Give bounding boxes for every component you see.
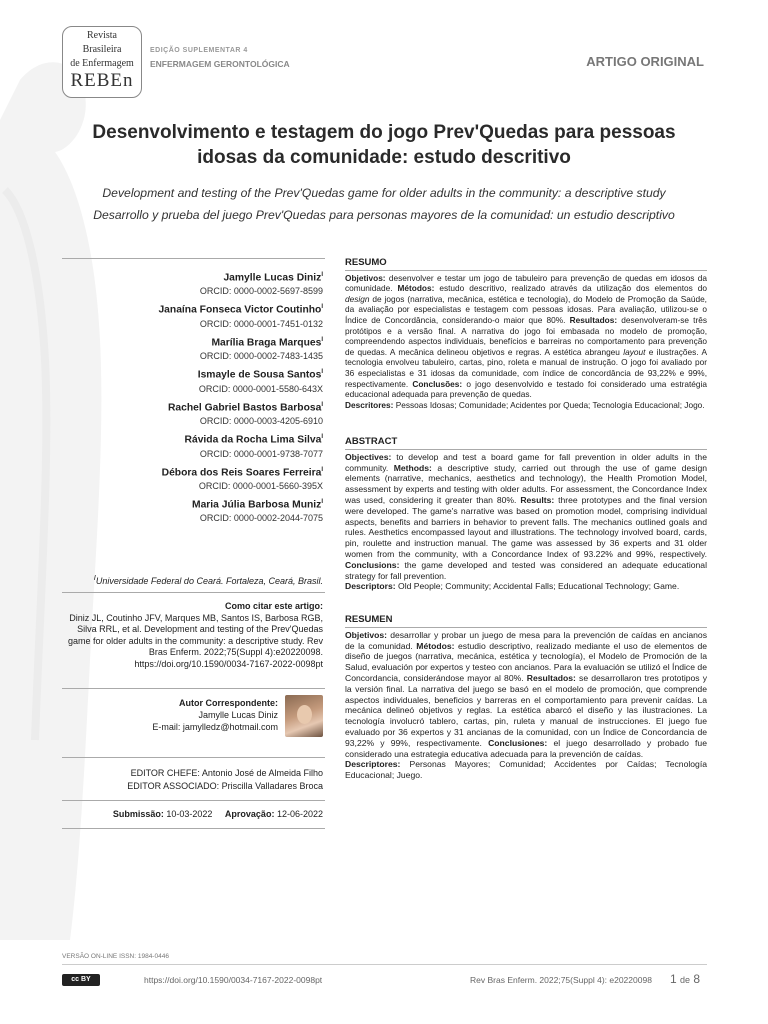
author-entry [62, 402, 323, 426]
editor-associate: EDITOR ASSOCIADO: Priscilla Valladares Broca [127, 781, 323, 791]
logo-line-1: Revista [87, 30, 117, 41]
correspondent-heading: Autor Correspondente: [179, 698, 278, 708]
citation-block [62, 601, 323, 671]
dates-block [62, 809, 323, 819]
abstract-body: Objectives: to develop and test a board game for fall prevention in older adults in the community. Methods: a descriptive study, carried out through the use of game design elements (narrative, mechanics, aesthetics and technology), the Health Promotion Model, assessment by experts and testing with older adults. For assessment, the Concordance Index was used, considering it greater than 80%. Results: three prototypes and the final version were developed. The game's narrative was based on promotion model, comprising individual aspects, benefits and barriers in behavior to prevent falls. The mechanics outlined goals and rules. Aesthetics encompassed layout and illustrations. The technology involved board, cards, pin, roulette and instruction manual. The game was assessed by 36 experts and 31 older women from the community, with a Concordance Index of 93.22% and 99%, respectively. Conclusions: the game developed and tested was considered an adequate educational strategy for fall prevention. [345, 451, 708, 581]
author-orcid[interactable]: ORCID: 0000-0001-5660-395X [198, 480, 323, 491]
resumo-descriptors: Descritores: Pessoas Idosas; Comunidade; Acidentes por Queda; Tecnologia Educacional; Jogo. [345, 399, 705, 410]
author-orcid[interactable]: ORCID: 0000-0002-2044-7075 [199, 513, 323, 524]
citation-heading: Como citar este artigo: [224, 601, 323, 611]
resumen-body: Objetivos: desarrollar y probar un juego de mesa para la prevención de caídas en ancianos de la comunidad. Métodos: estudio descriptivo, realizado mediante el uso de elementos de diseño de juegos (narrativa, mecánica, estética y tecnología), el Modelo de Promoción de la Salud, evaluación por expertos y testeo con ancianos. Para la evaluación se utilizó el Índice de Concordancia, considerándose mayor al 80%. Resultados: se desarrollaron tres prototipos y la versión final. La narrativa del juego se basó en el modelo de promoción, que comprende aspectos individuales, beneficios y barreras en el comportamiento para prevenir caídas. La mecánica delineó objetivos y reglas. La estética abarcó el diseño y las ilustraciones. La tecnología involucró tablero, cartas, pin, ruleta y manual de instrucciones. El juego fue evaluado por 36 expertos y 31 ancianas de la comunidad, con un Índice de Concordancia de 93,22% y 99%, respectivamente. Conclusiones: el juego desarrollado y probado fue considerado una estrategia educativa adecuada para la prevención de caídas. [345, 629, 707, 759]
author-name: Ismayle de Sousa Santos$^I$ [197, 369, 323, 381]
author-name: Rachel Gabriel Bastos Barbosa$^I$ [167, 401, 323, 414]
author-orcid[interactable]: ORCID: 0000-0001-7451-0132 [199, 318, 323, 329]
affiliation-sup: I [93, 573, 96, 582]
title-spanish: Desarrollo y prueba del juego Prev'Quedas para personas mayores de la comunidad: un estudio descriptivo [93, 208, 675, 222]
resumo-body: Objetivos: desenvolver e testar um jogo de tabuleiro para prevenção de quedas em idosos da comunidade. Métodos: estudo descritivo, realizado através da utilização dos elementos do design de jogos (narrativa, mecânica, estética e tecnologia), do Modelo de Promoção da Saúde, da avaliação por especialistas e testagem com pessoas idosas. Para avaliação, utilizou-se o Índice de Concordância, considerando-o maior que 80%. Resultados: desenvolveram-se três protótipos e a versão final. A narrativa do jogo foi embasada no modelo de promoção, compreendendo aspectos individuais, benefícios e barreiras no comportamento para prevenção de quedas. A mecânica delineou objetivos e regras. A estética abrangeu layout e ilustrações. A tecnologia envolveu tabuleiro, cartas, pino, roleta e manual de instrução. O jogo foi avaliado por 36 especialistas e 31 idosas da comunidade, com índice de concordância de 93,22% e 99%, respectivamente. Conclusões: o jogo desenvolvido e testado foi considerado uma estratégia educacional adequada para prevenção de quedas. [345, 272, 708, 400]
author-list [62, 272, 323, 531]
divider [62, 688, 325, 689]
correspondent-name: Jamylle Lucas Diniz [198, 710, 278, 720]
author-entry [62, 272, 323, 296]
approval-date: 12-06-2022 [276, 809, 323, 819]
editor-chief: EDITOR CHEFE: Antonio José de Almeida Filho [130, 768, 323, 778]
logo-line-3: de Enfermagem [70, 58, 134, 69]
journal-logo[interactable] [62, 26, 142, 98]
approval-label: Aprovação: [224, 809, 275, 819]
divider [62, 258, 325, 259]
resumen-descriptors: Descriptores: Personas Mayores; Comunidad; Accidentes por Caídas; Tecnología Educacional; Juego. [345, 759, 707, 781]
author-entry [62, 434, 323, 458]
author-name: Maria Júlia Barbosa Muniz$^I$ [192, 498, 323, 511]
author-photo [285, 695, 323, 737]
affiliation-text: Universidade Federal do Ceará. Fortaleza, Ceará, Brasil. [95, 576, 323, 586]
footer-citation: Rev Bras Enferm. 2022;75(Suppl 4): e20220098 [470, 975, 652, 985]
logo-mark: REBEn [70, 70, 134, 91]
editors-block [62, 767, 323, 793]
author-name: Marília Braga Marques$^I$ [211, 336, 323, 349]
resumo-section [345, 258, 707, 410]
author-name: Débora dos Reis Soares Ferreira$^I$ [161, 466, 323, 478]
article-title: Desenvolvimento e testagem do jogo Prev'Quedas para pessoas idosas da comunidade: estudo descritivo [92, 122, 676, 168]
author-name: Janaína Fonseca Victor Coutinho$^I$ [158, 304, 323, 316]
resumen-heading: RESUMEN [345, 615, 707, 628]
abstract-descriptors: Descriptors: Old People; Community; Accidental Falls; Educational Technology; Game. [345, 581, 680, 592]
footer-divider [62, 964, 707, 965]
submission-label: Submissão: [112, 809, 164, 819]
author-name: Rávida da Rocha Lima Silva$^I$ [184, 434, 323, 446]
author-entry [62, 337, 323, 361]
author-name: Jamylle Lucas Diniz$^I$ [223, 272, 323, 284]
article-type: ARTIGO ORIGINAL [586, 54, 704, 69]
author-orcid[interactable]: ORCID: 0000-0003-4205-6910 [199, 416, 323, 427]
divider [62, 757, 325, 758]
author-entry [62, 467, 323, 491]
author-entry [62, 369, 323, 393]
cc-license-icon[interactable]: cc BY [62, 974, 100, 986]
title-english: Development and testing of the Prev'Quedas game for older adults in the community: a descriptive study [102, 186, 666, 200]
edition-label: EDIÇÃO SUPLEMENTAR 4 [150, 47, 248, 54]
author-orcid[interactable]: ORCID: 0000-0002-7483-1435 [199, 351, 323, 362]
correspondent-email[interactable]: E-mail: jamylledz@hotmail.com [152, 722, 278, 732]
footer-doi-link[interactable]: https://doi.org/10.1590/0034-7167-2022-0098pt [144, 975, 323, 985]
divider [62, 592, 325, 593]
author-entry [62, 304, 323, 328]
divider [62, 800, 325, 801]
correspondent-block [62, 697, 278, 733]
resumo-heading: RESUMO [345, 258, 707, 271]
page-number: 1 de 8 [670, 972, 701, 986]
author-orcid[interactable]: ORCID: 0000-0002-5697-8599 [199, 286, 323, 297]
section-label: ENFERMAGEM GERONTOLÓGICA [150, 59, 290, 69]
submission-date: 10-03-2022 [166, 809, 213, 819]
affiliation [62, 573, 323, 586]
author-orcid[interactable]: ORCID: 0000-0001-5580-643X [198, 383, 323, 394]
abstract-section [345, 437, 707, 592]
divider [62, 828, 325, 829]
resumen-section [345, 615, 707, 781]
author-orcid[interactable]: ORCID: 0000-0001-9738-7077 [199, 448, 323, 459]
citation-text[interactable]: Diniz JL, Coutinho JFV, Marques MB, Santos IS, Barbosa RGB, Silva RRL, et al. Development and testing of the Prev'Quedas game for older adults in the community: a descriptive study. Rev Bras Enferm. 2022;75(Suppl 4):e20220098. https://doi.org/10.1590/0034-7167-2022-0098pt [68, 612, 323, 669]
author-entry [62, 499, 323, 523]
issn-label: VERSÃO ON-LINE ISSN: 1984-0446 [62, 953, 169, 960]
abstract-heading: ABSTRACT [345, 437, 707, 450]
logo-line-2: Brasileira [82, 44, 122, 55]
